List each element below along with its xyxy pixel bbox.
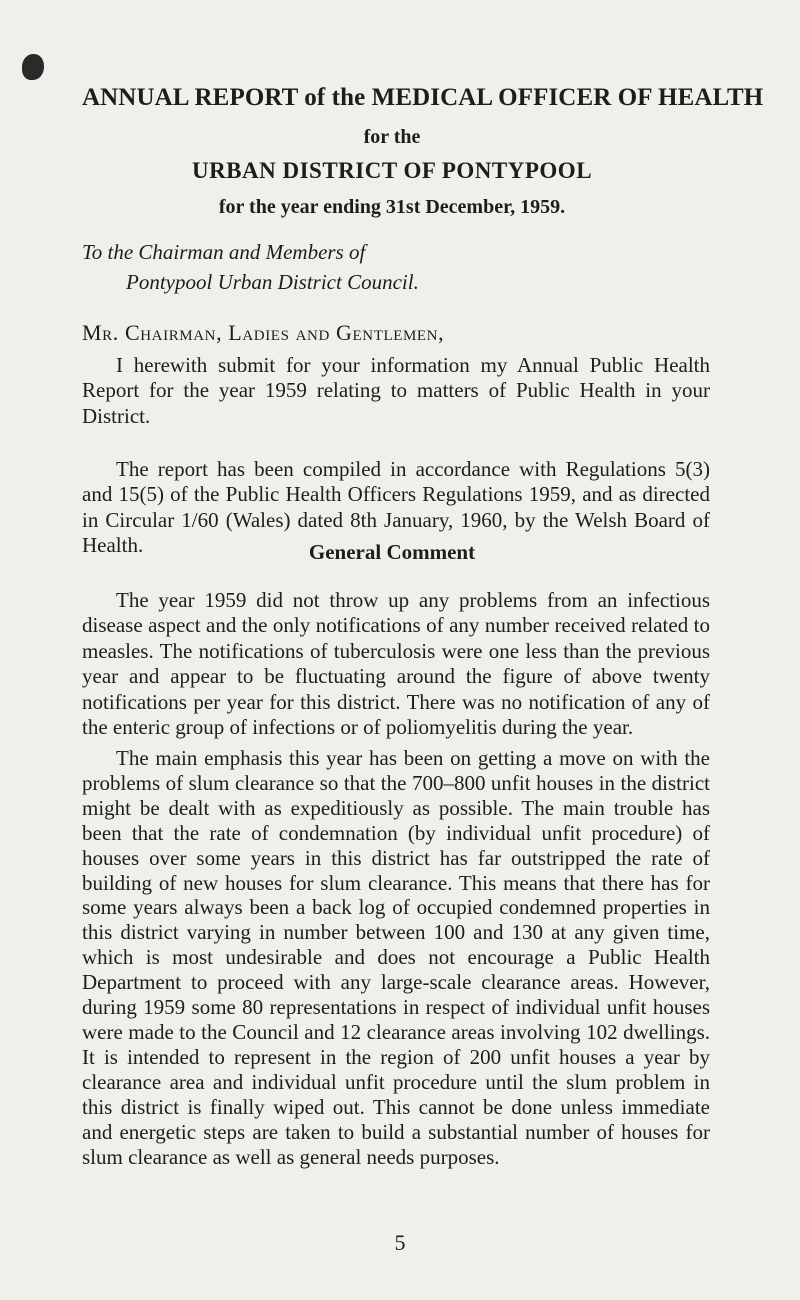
paragraph-intro: I herewith submit for your information my Annual Public Health Report for the year 1959 relating to matters of Public Health in your District. <box>82 353 710 428</box>
addressee-line-2: Pontypool Urban District Council. <box>126 270 419 294</box>
formal-address: Mr. Chairman, Ladies and Gentlemen, <box>82 320 445 345</box>
year-ending: for the year ending 31st December, 1959. <box>218 196 566 218</box>
addressee-line-1: To the Chairman and Members of <box>82 240 366 264</box>
paragraph-slum-clearance: The main emphasis this year has been on getting a move on with the problems of slum clearance so that the 700–800 unfit houses in the district might be dealt with as expeditiously as possible. The main trouble has been that the rate of condemnation (by individual unfit procedure) of houses over some years in this district has far outstripped the rate of building of new houses for slum clearance. This means that there has for some years always been a back log of occupied condemned properties in this district varying in number between 100 and 130 at any given time, which is most undesirable and does not encourage a Public Health Department to proceed with any large-scale clearance areas. However, during 1959 some 80 representations in respect of individual unfit houses were made to the Council and 12 clearance areas involving 102 dwellings. It is intended to represent in the region of 200 unfit houses a year by clearance area and individual unfit procedure until the slum problem in this district is finally wiped out. This cannot be done unless immediate and energetic steps are taken to build a substantial number of houses for slum clearance as well as general needs purposes. <box>82 746 710 1169</box>
title-for-the: for the <box>363 126 421 148</box>
paragraph-regulations: The report has been compiled in accordance with Regulations 5(3) and 15(5) of the Public Health Officers Regulations 1959, and as directed in Circular 1/60 (Wales) dated 8th January, 1960, by the Welsh Board of Health. <box>82 457 710 558</box>
report-title: ANNUAL REPORT of the MEDICAL OFFICER OF HEALTH <box>82 84 764 111</box>
district-name: URBAN DISTRICT OF PONTYPOOL <box>191 158 593 183</box>
paragraph-infectious-disease: The year 1959 did not throw up any problems from an infectious disease aspect and the only notifications of any number received related to measles. The notifications of tuberculosis were one less than the previous year and appear to be fluctuating around the figure of above twenty notifications per year for this district. There was no notification of any of the enteric group of infections or of poliomyelitis during the year. <box>82 588 710 740</box>
section-heading: General Comment <box>308 540 476 564</box>
page-number: 5 <box>394 1230 406 1255</box>
punch-hole-mark <box>22 54 44 80</box>
